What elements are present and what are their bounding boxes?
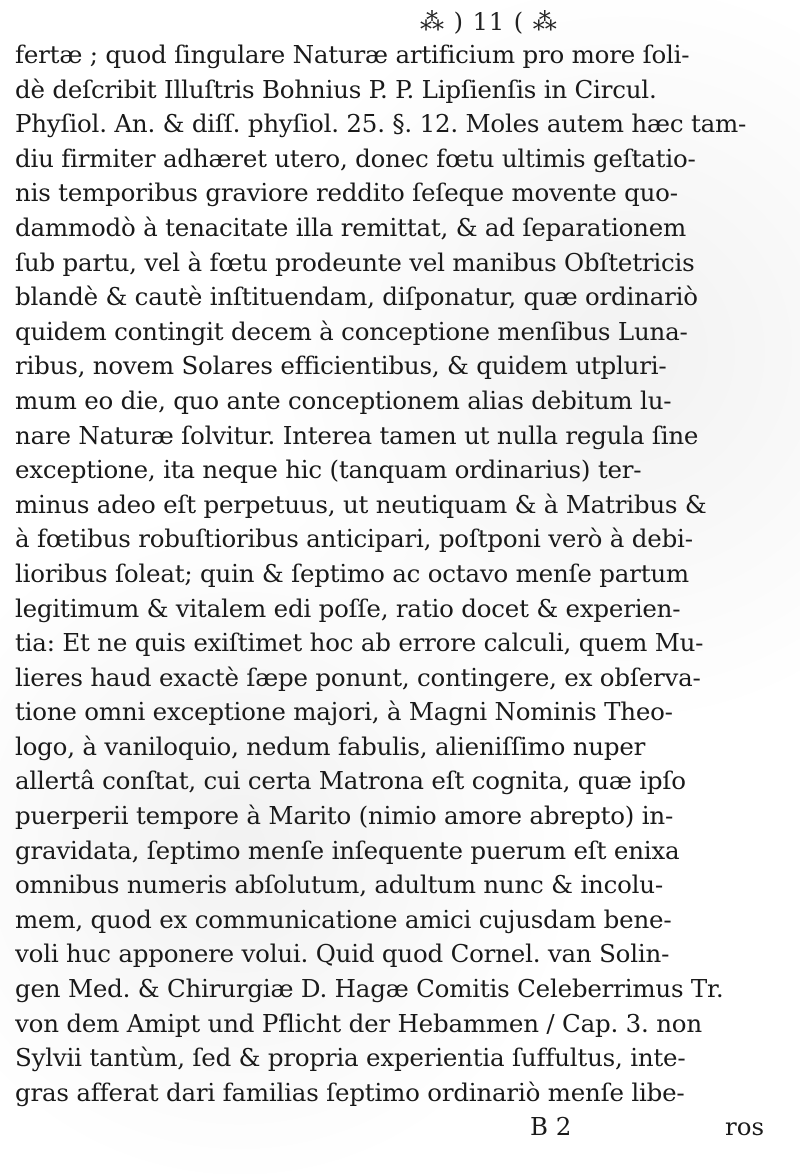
text-line: voli huc apponere volui. Quid quod Cornel. van Solin- — [15, 939, 670, 969]
text-line: nis temporibus graviore reddito ſeſeque movente quo- — [15, 178, 678, 208]
text-line: dammodò à tenacitate illa remittat, & ad ſeparationem — [15, 212, 687, 242]
text-line: mem, quod ex communicatione amici cujusdam bene- — [15, 904, 672, 934]
text-line: gras afferat dari familias ſeptimo ordinariò menſe libe- — [15, 1077, 685, 1107]
text-line: Phyſiol. An. & diſſ. phyſiol. 25. §. 12. Moles autem hæc tam- — [15, 109, 747, 139]
text-line: von dem Amipt und Pflicht der Hebammen / Cap. 3. non — [15, 1008, 702, 1038]
page-header — [0, 6, 800, 38]
text-line: quidem contingit decem à conceptione menſibus Luna- — [15, 316, 688, 346]
text-line: dè deſcribit Illuſtris Bohnius P. P. Lipſienſis in Circul. — [15, 74, 657, 104]
text-line: tione omni exceptione majori, à Magni Nominis Theo- — [15, 697, 673, 727]
text-line: minus adeo eſt perpetuus, ut neutiquam & à Matribus & — [15, 489, 707, 519]
signature-mark: B 2 — [530, 1112, 572, 1142]
text-line: lieres haud exactè ſæpe ponunt, contingere, ex obſerva- — [15, 662, 701, 692]
body-text — [15, 38, 795, 1145]
text-line: lioribus ſoleat; quin & ſeptimo ac octavo menſe partum — [15, 558, 689, 588]
text-line: omnibus numeris abſolutum, adultum nunc & incolu- — [15, 870, 663, 900]
text-line: ſub partu, vel à fœtu prodeunte vel manibus Obſtetricis — [15, 247, 695, 277]
text-line: exceptione, ita neque hic (tanquam ordinarius) ter- — [15, 455, 642, 485]
catchword: ros — [725, 1112, 765, 1142]
text-line: legitimum & vitalem edi poſſe, ratio docet & experien- — [15, 593, 681, 623]
text-line: gen Med. & Chirurgiæ D. Hagæ Comitis Celeberrimus Tr. — [15, 974, 724, 1004]
text-line: Sylvii tantùm, ſed & propria experientia ſuffultus, inte- — [15, 1043, 686, 1073]
text-line: fertæ ; quod ſingulare Naturæ artificium pro more ſoli- — [15, 40, 690, 69]
text-line: à fœtibus robuſtioribus anticipari, poſtponi verò à debi- — [15, 524, 693, 554]
text-line: mum eo die, quo ante conceptionem alias debitum lu- — [15, 385, 672, 415]
text-line: puerperii tempore à Marito (nimio amore abrepto) in- — [15, 801, 674, 831]
text-line: gravidata, ſeptimo menſe inſequente puerum eſt enixa — [15, 835, 680, 865]
page-footer — [15, 1110, 795, 1145]
text-line: allertâ conſtat, cui certa Matrona eſt cognita, quæ ipſo — [15, 766, 686, 796]
text-line: ribus, novem Solares efficientibus, & quidem utpluri- — [15, 351, 667, 381]
text-line: tia: Et ne quis exiſtimet hoc ab errore calculi, quem Mu- — [15, 628, 704, 658]
text-line: blandè & cautè inſtituendam, diſponatur, quæ ordinariò — [15, 282, 698, 312]
page-number-head: ⁂ ) 11 ( ⁂ — [420, 8, 558, 36]
text-line: nare Naturæ ſolvitur. Interea tamen ut nulla regula ſine — [15, 420, 699, 450]
text-line: logo, à vaniloquio, nedum fabulis, alieniſſimo nuper — [15, 731, 646, 761]
text-line: diu firmiter adhæret utero, donec fœtu ultimis geſtatio- — [15, 143, 696, 173]
